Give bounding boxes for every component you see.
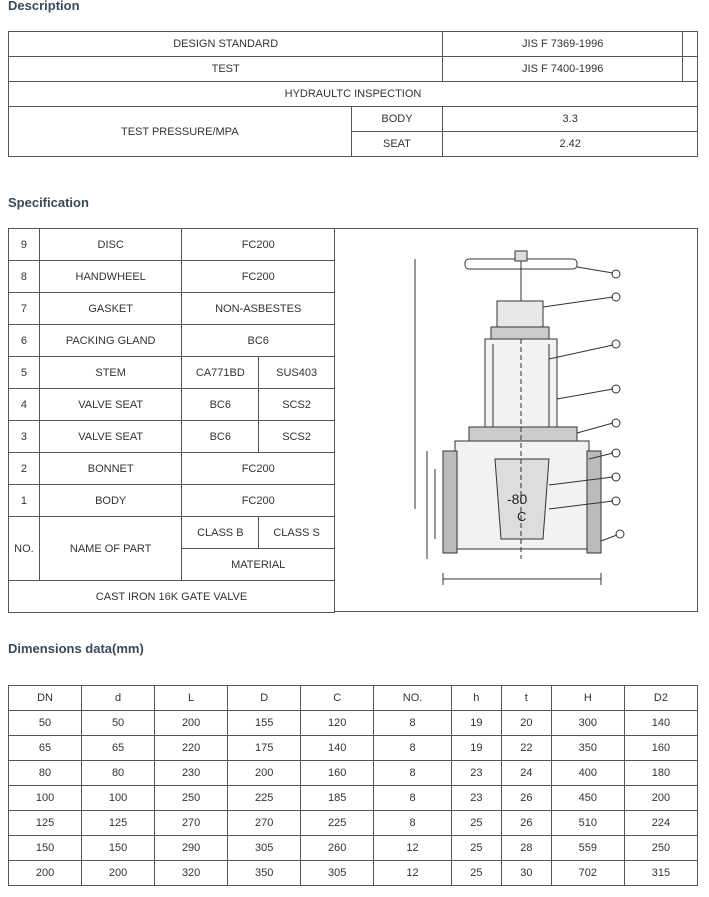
table-row	[9, 836, 698, 861]
dim-cell: 250	[624, 836, 697, 861]
dim-cell: 23	[451, 786, 501, 811]
dim-cell: 8	[374, 711, 452, 736]
dim-cell: 19	[451, 711, 501, 736]
part-number: 8	[9, 261, 40, 293]
table-row	[9, 736, 698, 761]
spec-row	[9, 453, 335, 485]
test-pressure-label: TEST PRESSURE/MPA	[9, 107, 352, 157]
part-material-class-s: SCS2	[259, 389, 335, 421]
dimensions-heading: Dimensions data(mm)	[8, 641, 144, 656]
dim-cell: 8	[374, 761, 452, 786]
dim-cell: 25	[451, 811, 501, 836]
spec-row	[9, 325, 335, 357]
dim-column-header: h	[451, 686, 501, 711]
part-material: NON-ASBESTES	[182, 293, 335, 325]
test-label: TEST	[9, 57, 443, 82]
dim-cell: 19	[451, 736, 501, 761]
dim-cell: 12	[374, 861, 452, 886]
seat-label: SEAT	[351, 132, 443, 157]
dim-cell: 350	[551, 736, 624, 761]
dim-cell: 400	[551, 761, 624, 786]
dim-cell: 510	[551, 811, 624, 836]
spec-row	[9, 421, 335, 453]
dim-column-header: D2	[624, 686, 697, 711]
dim-cell: 559	[551, 836, 624, 861]
dim-cell: 150	[9, 836, 82, 861]
part-material: FC200	[182, 485, 335, 517]
body-value: 3.3	[443, 107, 698, 132]
dim-cell: 270	[155, 811, 228, 836]
part-name: DISC	[39, 229, 181, 261]
description-table	[8, 31, 698, 157]
dim-cell: 200	[624, 786, 697, 811]
dim-column-header: NO.	[374, 686, 452, 711]
dim-cell: 225	[228, 786, 301, 811]
class-b-header: CLASS B	[182, 517, 259, 549]
dim-cell: 350	[228, 861, 301, 886]
dim-cell: 300	[551, 711, 624, 736]
dim-cell: 315	[624, 861, 697, 886]
dim-cell: 50	[82, 711, 155, 736]
dim-cell: 100	[9, 786, 82, 811]
dim-cell: 175	[228, 736, 301, 761]
dim-cell: 80	[9, 761, 82, 786]
table-row	[9, 861, 698, 886]
dim-cell: 200	[82, 861, 155, 886]
part-name: GASKET	[39, 293, 181, 325]
dim-cell: 25	[451, 836, 501, 861]
dim-cell: 185	[301, 786, 374, 811]
part-name: HANDWHEEL	[39, 261, 181, 293]
seat-value: 2.42	[443, 132, 698, 157]
spec-row	[9, 357, 335, 389]
body-marking: -80	[507, 491, 528, 507]
dim-cell: 160	[624, 736, 697, 761]
part-material: FC200	[182, 229, 335, 261]
name-header: NAME OF PART	[39, 517, 181, 581]
dim-cell: 250	[155, 786, 228, 811]
dimensions-table	[8, 685, 698, 886]
dim-cell: 200	[9, 861, 82, 886]
dim-cell: 125	[9, 811, 82, 836]
part-material-class-b: BC6	[182, 389, 259, 421]
design-standard-label: DESIGN STANDARD	[9, 32, 443, 57]
dim-cell: 180	[624, 761, 697, 786]
part-material-class-s: SUS403	[259, 357, 335, 389]
dim-cell: 80	[82, 761, 155, 786]
material-header: MATERIAL	[182, 549, 335, 581]
dim-cell: 22	[501, 736, 551, 761]
class-s-header: CLASS S	[259, 517, 335, 549]
part-material: FC200	[182, 453, 335, 485]
dim-column-header: DN	[9, 686, 82, 711]
part-number: 4	[9, 389, 40, 421]
part-number: 3	[9, 421, 40, 453]
dim-cell: 260	[301, 836, 374, 861]
dim-cell: 28	[501, 836, 551, 861]
dim-cell: 50	[9, 711, 82, 736]
dim-cell: 26	[501, 811, 551, 836]
spec-row	[9, 485, 335, 517]
specification-heading: Specification	[8, 195, 89, 210]
table-row	[9, 811, 698, 836]
part-number: 5	[9, 357, 40, 389]
dim-cell: 224	[624, 811, 697, 836]
dim-cell: 200	[155, 711, 228, 736]
table-row	[9, 761, 698, 786]
dim-cell: 225	[301, 811, 374, 836]
inspection-label: HYDRAULTC INSPECTION	[9, 82, 698, 107]
dim-cell: 220	[155, 736, 228, 761]
dim-cell: 23	[451, 761, 501, 786]
dim-cell: 8	[374, 786, 452, 811]
dim-cell: 26	[501, 786, 551, 811]
dim-cell: 140	[624, 711, 697, 736]
dim-cell: 290	[155, 836, 228, 861]
dim-cell: 702	[551, 861, 624, 886]
part-material-class-b: BC6	[182, 421, 259, 453]
dim-cell: 65	[9, 736, 82, 761]
part-number: 2	[9, 453, 40, 485]
part-number: 6	[9, 325, 40, 357]
dim-cell: 140	[301, 736, 374, 761]
dim-column-header: C	[301, 686, 374, 711]
dim-cell: 150	[82, 836, 155, 861]
part-number: 1	[9, 485, 40, 517]
no-header: NO.	[9, 517, 40, 581]
dim-cell: 200	[228, 761, 301, 786]
part-name: STEM	[39, 357, 181, 389]
dim-cell: 24	[501, 761, 551, 786]
dim-cell: 25	[451, 861, 501, 886]
dim-cell: 270	[228, 811, 301, 836]
dim-cell: 125	[82, 811, 155, 836]
dim-cell: 155	[228, 711, 301, 736]
dim-cell: 8	[374, 811, 452, 836]
dim-column-header: H	[551, 686, 624, 711]
spec-row	[9, 293, 335, 325]
spec-row	[9, 389, 335, 421]
dim-cell: 20	[501, 711, 551, 736]
specification-table	[8, 228, 335, 613]
part-number: 9	[9, 229, 40, 261]
design-standard-value: JIS F 7369-1996	[443, 32, 683, 57]
dim-column-header: L	[155, 686, 228, 711]
dim-cell: 100	[82, 786, 155, 811]
table-row	[9, 786, 698, 811]
part-number: 7	[9, 293, 40, 325]
dim-cell: 8	[374, 736, 452, 761]
spec-footer: CAST IRON 16K GATE VALVE	[9, 581, 335, 613]
test-value: JIS F 7400-1996	[443, 57, 683, 82]
part-material: FC200	[182, 261, 335, 293]
dim-cell: 230	[155, 761, 228, 786]
body-marking-class: C	[517, 509, 527, 524]
part-name: BODY	[39, 485, 181, 517]
gate-valve-diagram	[335, 229, 698, 613]
dim-cell: 450	[551, 786, 624, 811]
table-row	[9, 711, 698, 736]
dim-cell: 30	[501, 861, 551, 886]
part-name: BONNET	[39, 453, 181, 485]
part-name: PACKING GLAND	[39, 325, 181, 357]
valve-drawing	[335, 228, 698, 612]
part-name: VALVE SEAT	[39, 389, 181, 421]
dim-cell: 305	[301, 861, 374, 886]
dim-column-header: t	[501, 686, 551, 711]
dim-cell: 160	[301, 761, 374, 786]
dim-cell: 305	[228, 836, 301, 861]
dim-cell: 120	[301, 711, 374, 736]
description-heading: Description	[8, 0, 80, 13]
dim-cell: 12	[374, 836, 452, 861]
dim-cell: 65	[82, 736, 155, 761]
body-label: BODY	[351, 107, 443, 132]
spec-row	[9, 261, 335, 293]
part-material-class-s: SCS2	[259, 421, 335, 453]
part-material-class-b: CA771BD	[182, 357, 259, 389]
part-material: BC6	[182, 325, 335, 357]
dim-column-header: d	[82, 686, 155, 711]
dim-column-header: D	[228, 686, 301, 711]
dim-cell: 320	[155, 861, 228, 886]
spec-row	[9, 229, 335, 261]
part-name: VALVE SEAT	[39, 421, 181, 453]
